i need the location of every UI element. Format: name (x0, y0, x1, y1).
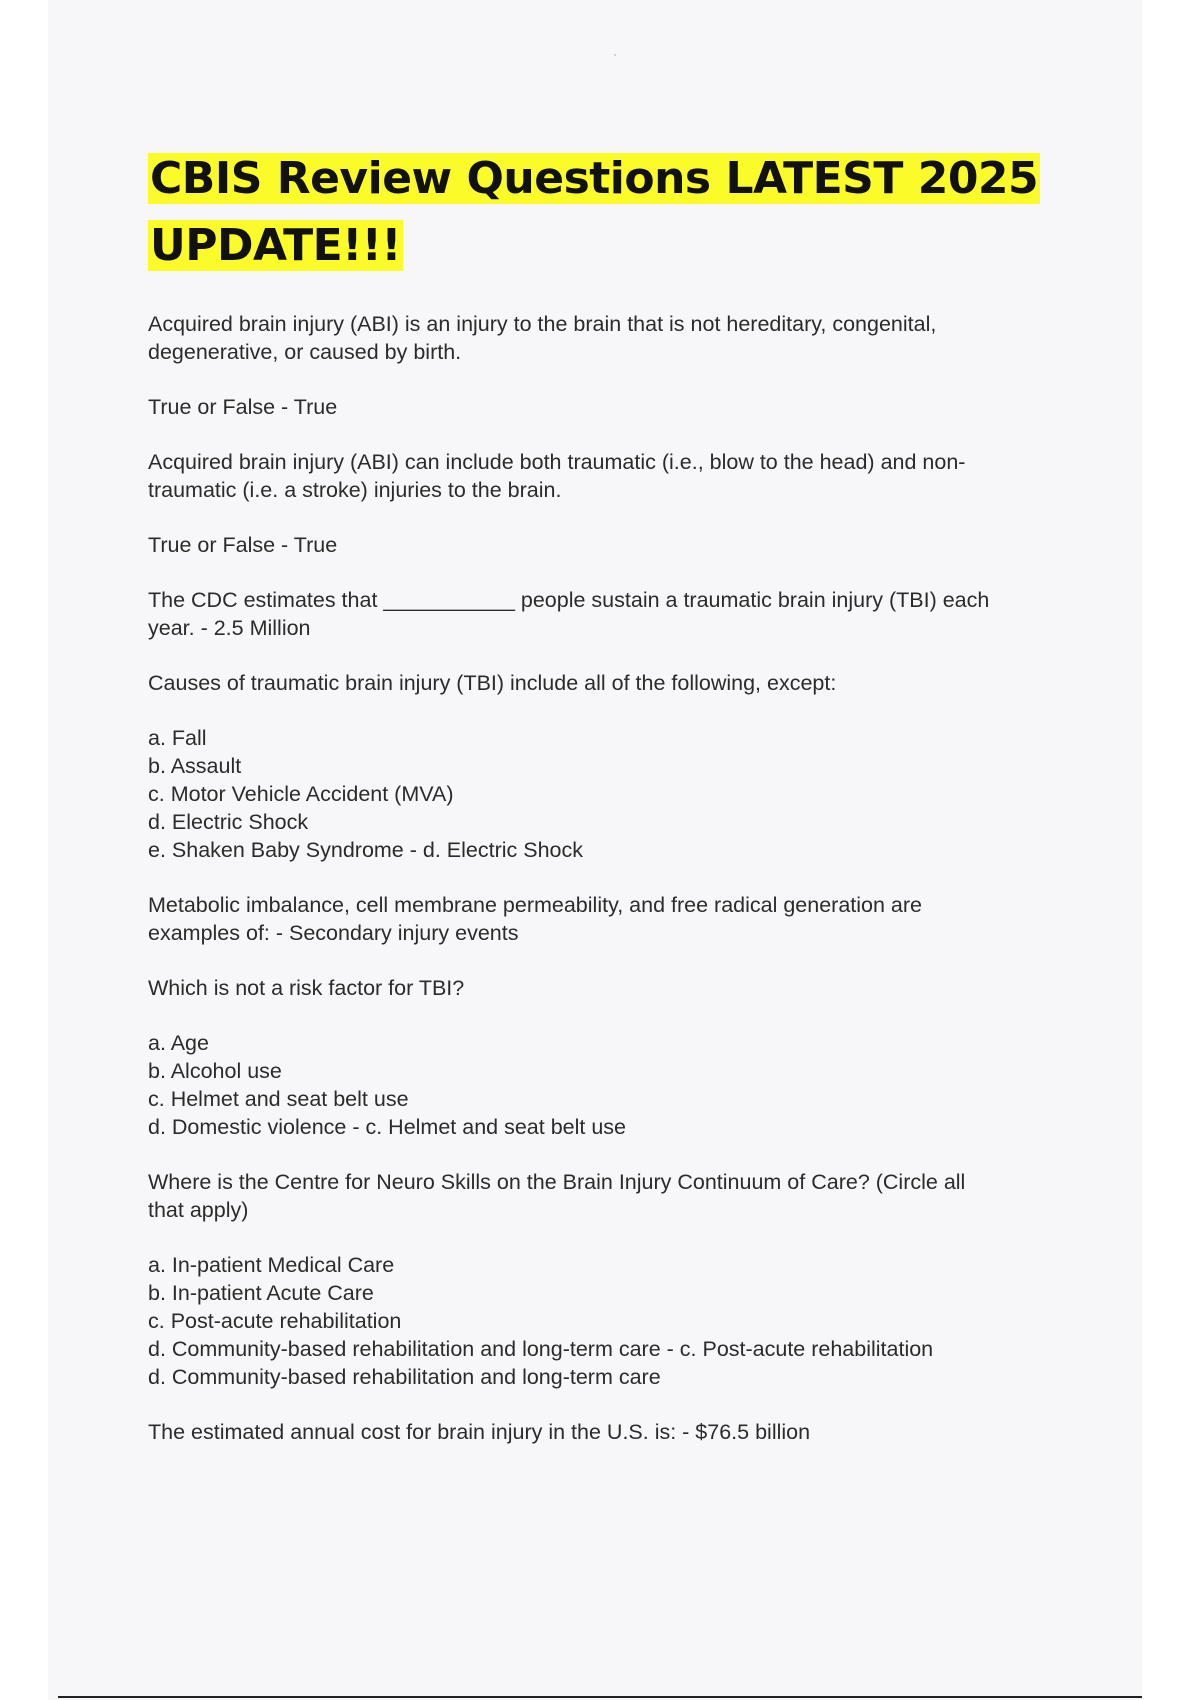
text-line: b. Assault (148, 753, 242, 778)
text-line: b. In-patient Acute Care (148, 1280, 374, 1305)
document-content (148, 146, 1088, 1446)
text-line: d. Electric Shock (148, 809, 309, 834)
text-line: c. Post-acute rehabilitation (148, 1308, 402, 1333)
block-spacer (148, 1141, 1088, 1168)
text-line: degenerative, or caused by birth. (148, 339, 462, 364)
title-highlight (148, 153, 1040, 271)
block-spacer (148, 559, 1088, 586)
text-line: a. Fall (148, 725, 207, 750)
text-line: d. Domestic violence - c. Helmet and seat belt use (148, 1114, 626, 1139)
question-list (148, 310, 1088, 1446)
block-spacer (148, 421, 1088, 448)
document-title (148, 146, 1088, 280)
text-line: The CDC estimates that ___________ people sustain a traumatic brain injury (TBI) each (148, 587, 990, 612)
text-line: Where is the Centre for Neuro Skills on the Brain Injury Continuum of Care? (Circle all (148, 1169, 966, 1194)
text-line: The estimated annual cost for brain injury in the U.S. is: - $76.5 billion (148, 1419, 811, 1444)
qa-block (148, 393, 1088, 421)
qa-block (148, 1251, 1088, 1391)
block-spacer (148, 1002, 1088, 1029)
qa-block (148, 669, 1088, 697)
text-line: that apply) (148, 1197, 249, 1222)
title-line-2: UPDATE!!! (150, 219, 401, 271)
scan-speck (614, 54, 616, 56)
text-line: c. Motor Vehicle Accident (MVA) (148, 781, 454, 806)
text-line: d. Community-based rehabilitation and long-term care (148, 1364, 661, 1389)
text-line: b. Alcohol use (148, 1058, 282, 1083)
qa-block (148, 1418, 1088, 1446)
text-line: e. Shaken Baby Syndrome - d. Electric Shock (148, 837, 583, 862)
text-line: traumatic (i.e. a stroke) injuries to the brain. (148, 477, 562, 502)
qa-block (148, 1029, 1088, 1141)
text-line: examples of: - Secondary injury events (148, 920, 519, 945)
qa-block (148, 531, 1088, 559)
text-line: Acquired brain injury (ABI) is an injury to the brain that is not hereditary, congenital, (148, 311, 937, 336)
text-line: Acquired brain injury (ABI) can include both traumatic (i.e., blow to the head) and non- (148, 449, 966, 474)
block-spacer (148, 642, 1088, 669)
text-line: d. Community-based rehabilitation and long-term care - c. Post-acute rehabilitation (148, 1336, 934, 1361)
block-spacer (148, 947, 1088, 974)
text-line: c. Helmet and seat belt use (148, 1086, 409, 1111)
block-spacer (148, 366, 1088, 393)
block-spacer (148, 697, 1088, 724)
qa-block (148, 310, 1088, 366)
text-line: True or False - True (148, 394, 338, 419)
text-line: True or False - True (148, 532, 338, 557)
text-line: Metabolic imbalance, cell membrane permeability, and free radical generation are (148, 892, 922, 917)
qa-block (148, 724, 1088, 864)
title-line-1: CBIS Review Questions LATEST 2025 (150, 153, 1039, 204)
qa-block (148, 586, 1088, 642)
qa-block (148, 448, 1088, 504)
footer-divider (58, 1696, 1142, 1698)
text-line: Which is not a risk factor for TBI? (148, 975, 465, 1000)
block-spacer (148, 864, 1088, 891)
text-line: a. In-patient Medical Care (148, 1252, 395, 1277)
text-line: Causes of traumatic brain injury (TBI) include all of the following, except: (148, 670, 837, 695)
text-line: a. Age (148, 1030, 209, 1055)
qa-block (148, 891, 1088, 947)
qa-block (148, 974, 1088, 1002)
qa-block (148, 1168, 1088, 1224)
block-spacer (148, 504, 1088, 531)
block-spacer (148, 1391, 1088, 1418)
block-spacer (148, 1224, 1088, 1251)
text-line: year. - 2.5 Million (148, 615, 311, 640)
